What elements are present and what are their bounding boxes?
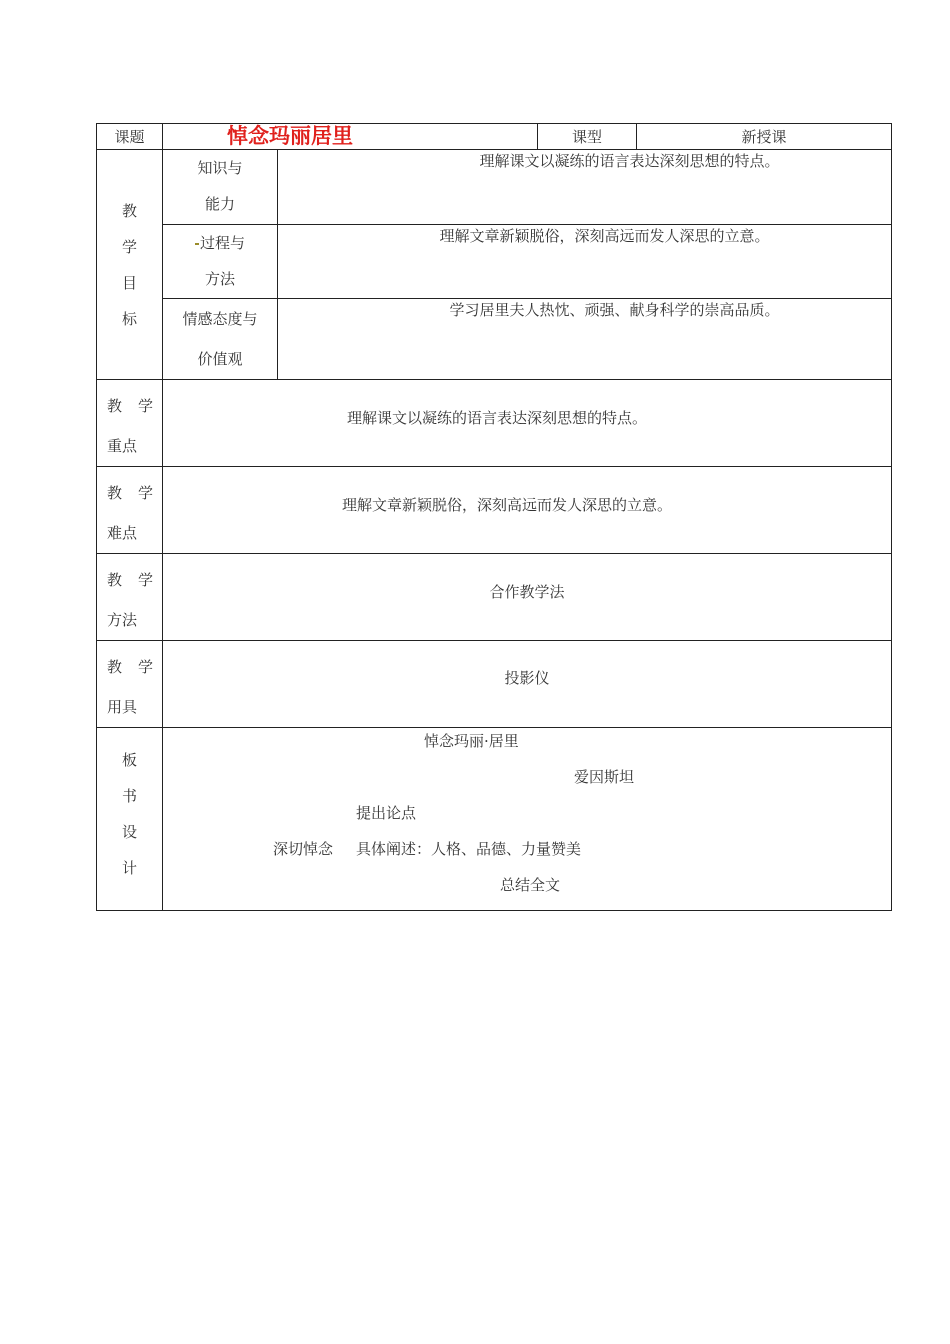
board-line-elaboration: 具体阐述：人格、品德、力量赞美 — [356, 840, 582, 859]
board-line-thesis: 提出论点 — [356, 804, 417, 823]
lesson-plan-table — [96, 123, 892, 911]
tools-label: 教 学 用具 — [97, 641, 163, 728]
row-key-points — [97, 380, 892, 467]
board-line-mourning: 深切悼念 — [273, 840, 334, 859]
row-difficulties — [97, 467, 892, 554]
row-board-design — [97, 728, 892, 911]
type-label: 课型 — [538, 124, 637, 150]
difficulties-content: 理解文章新颖脱俗，深刻高远而发人深思的立意。 — [163, 467, 892, 554]
objective-row-knowledge — [97, 150, 892, 225]
row-tools — [97, 641, 892, 728]
board-title: 悼念玛丽·居里 — [424, 732, 519, 751]
objective-content-knowledge: 理解课文以凝练的语言表达深刻思想的特点。 — [278, 150, 892, 225]
objective-label-knowledge: 知识与 能力 — [163, 150, 278, 225]
marker-icon — [195, 243, 199, 245]
lesson-title: 悼念玛丽居里 — [163, 124, 538, 150]
difficulties-label: 教 学 难点 — [97, 467, 163, 554]
objective-row-process — [97, 225, 892, 299]
tools-content: 投影仪 — [163, 641, 892, 728]
board-design-content — [163, 728, 892, 911]
board-design-label: 板 书 设 计 — [97, 728, 163, 911]
objectives-label: 教 学 目 标 — [97, 150, 163, 380]
header-row — [97, 124, 892, 150]
key-points-content: 理解课文以凝练的语言表达深刻思想的特点。 — [163, 380, 892, 467]
board-author: 爱因斯坦 — [574, 768, 635, 787]
topic-label: 课题 — [97, 124, 163, 150]
row-method — [97, 554, 892, 641]
method-content: 合作教学法 — [163, 554, 892, 641]
objective-content-values: 学习居里夫人热忱、顽强、献身科学的崇高品质。 — [278, 299, 892, 380]
board-line-summary: 总结全文 — [500, 876, 561, 895]
objective-label-values: 情感态度与 价值观 — [163, 299, 278, 380]
objective-row-values — [97, 299, 892, 380]
key-points-label: 教 学 重点 — [97, 380, 163, 467]
objective-content-process: 理解文章新颖脱俗，深刻高远而发人深思的立意。 — [278, 225, 892, 299]
method-label: 教 学 方法 — [97, 554, 163, 641]
type-value: 新授课 — [637, 124, 892, 150]
objective-label-process: 过程与 方法 — [163, 225, 278, 299]
